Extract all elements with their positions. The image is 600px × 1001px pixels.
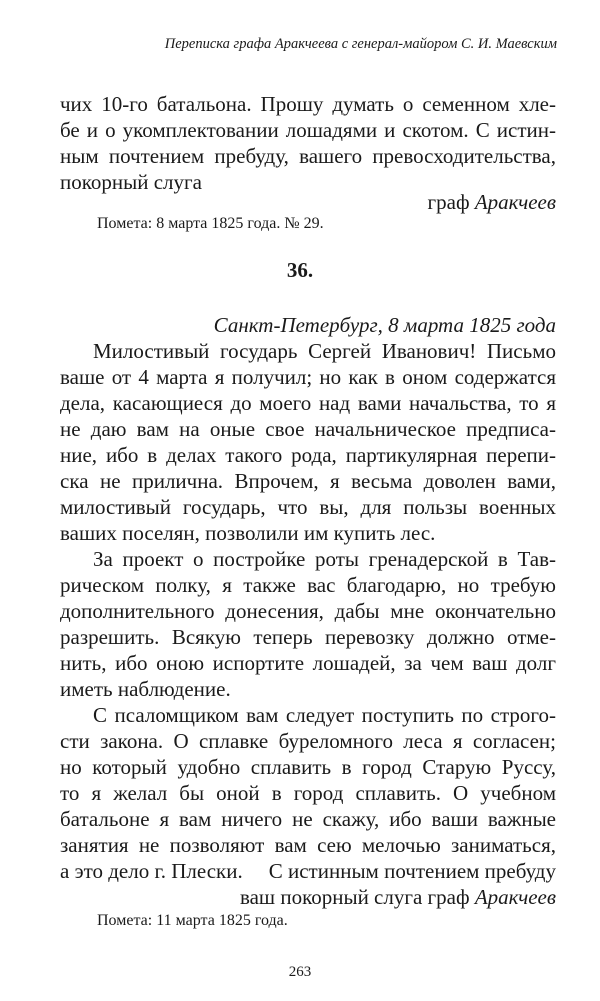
text-line: бе и о укомплектовании лошадями и скотом. С истин- xyxy=(60,118,556,142)
signature-name: Аракчеев xyxy=(474,885,556,909)
annotation-note: Помета: 11 марта 1825 года. xyxy=(97,912,288,929)
text-line: батальоне я вам ничего не скажу, ибо ваши важные xyxy=(60,807,556,831)
text-line: дела, касающиеся до моего над вами начальства, то я xyxy=(60,391,556,415)
text-line: Милостивый государь Сергей Иванович! Письмо xyxy=(93,339,556,363)
closing-signature xyxy=(60,884,556,910)
text-line: За проект о постройке роты гренадерской в Тав- xyxy=(93,547,556,571)
text-line: но который удобно сплавить в город Старую Руссу, xyxy=(60,755,556,779)
text-line: занятия не позволяют вам сею мелочью заниматься, xyxy=(60,833,556,857)
page-number: 263 xyxy=(288,964,312,980)
closing-line: С истинным почтением пребуду xyxy=(268,859,556,883)
place-date: Санкт-Петербург, 8 марта 1825 года xyxy=(213,313,556,337)
letter-number-heading: 36. xyxy=(286,258,314,282)
text-line: ска не прилична. Впрочем, я весьма доволен вами, xyxy=(60,469,556,493)
text-line: дополнительного донесения, дабы мне окончательно xyxy=(60,599,556,623)
text-line: С псаломщиком вам следует поступить по строго- xyxy=(93,703,556,727)
text-line: покорный слуга xyxy=(60,170,202,194)
text-line: ние, ибо в делах такого рода, партикулярная перепи- xyxy=(60,443,556,467)
signature-name: Аракчеев xyxy=(474,190,556,214)
text-line: ным почтением пребуду, вашего превосходительства, xyxy=(60,144,556,168)
text-line: иметь наблюдение. xyxy=(60,677,231,701)
annotation-note: Помета: 8 марта 1825 года. № 29. xyxy=(97,215,324,232)
text-line: не даю вам на оные свое начальническое предписа- xyxy=(60,417,556,441)
text-line: ваших поселян, позволили им купить лес. xyxy=(60,521,436,545)
text-line: нить, ибо оною испортите лошадей, за чем ваш долг xyxy=(60,651,556,675)
text-line: то я желал бы оной в город сплавить. О учебном xyxy=(60,781,556,805)
running-head: Переписка графа Аракчеева с генерал-майором С. И. Маевским xyxy=(164,36,557,52)
text-line: разрешить. Всякую теперь перевозку должно отме- xyxy=(60,625,556,649)
signature-prefix: граф xyxy=(427,190,475,214)
closing-prefix: ваш покорный слуга граф xyxy=(239,885,475,909)
text-line: а это дело г. Плески. xyxy=(60,859,243,883)
text-line: чих 10-го батальона. Прошу думать о семенном хле- xyxy=(60,92,556,116)
text-line: сти закона. О сплавке буреломного леса я согласен; xyxy=(60,729,556,753)
text-line: рическом полку, я также вас благодарю, но требую xyxy=(60,573,556,597)
signature xyxy=(60,189,556,215)
text-line: ваше от 4 марта я получил; но как в оном содержатся xyxy=(60,365,556,389)
text-line: милостивый государь, что вы, для пользы военных xyxy=(60,495,556,519)
